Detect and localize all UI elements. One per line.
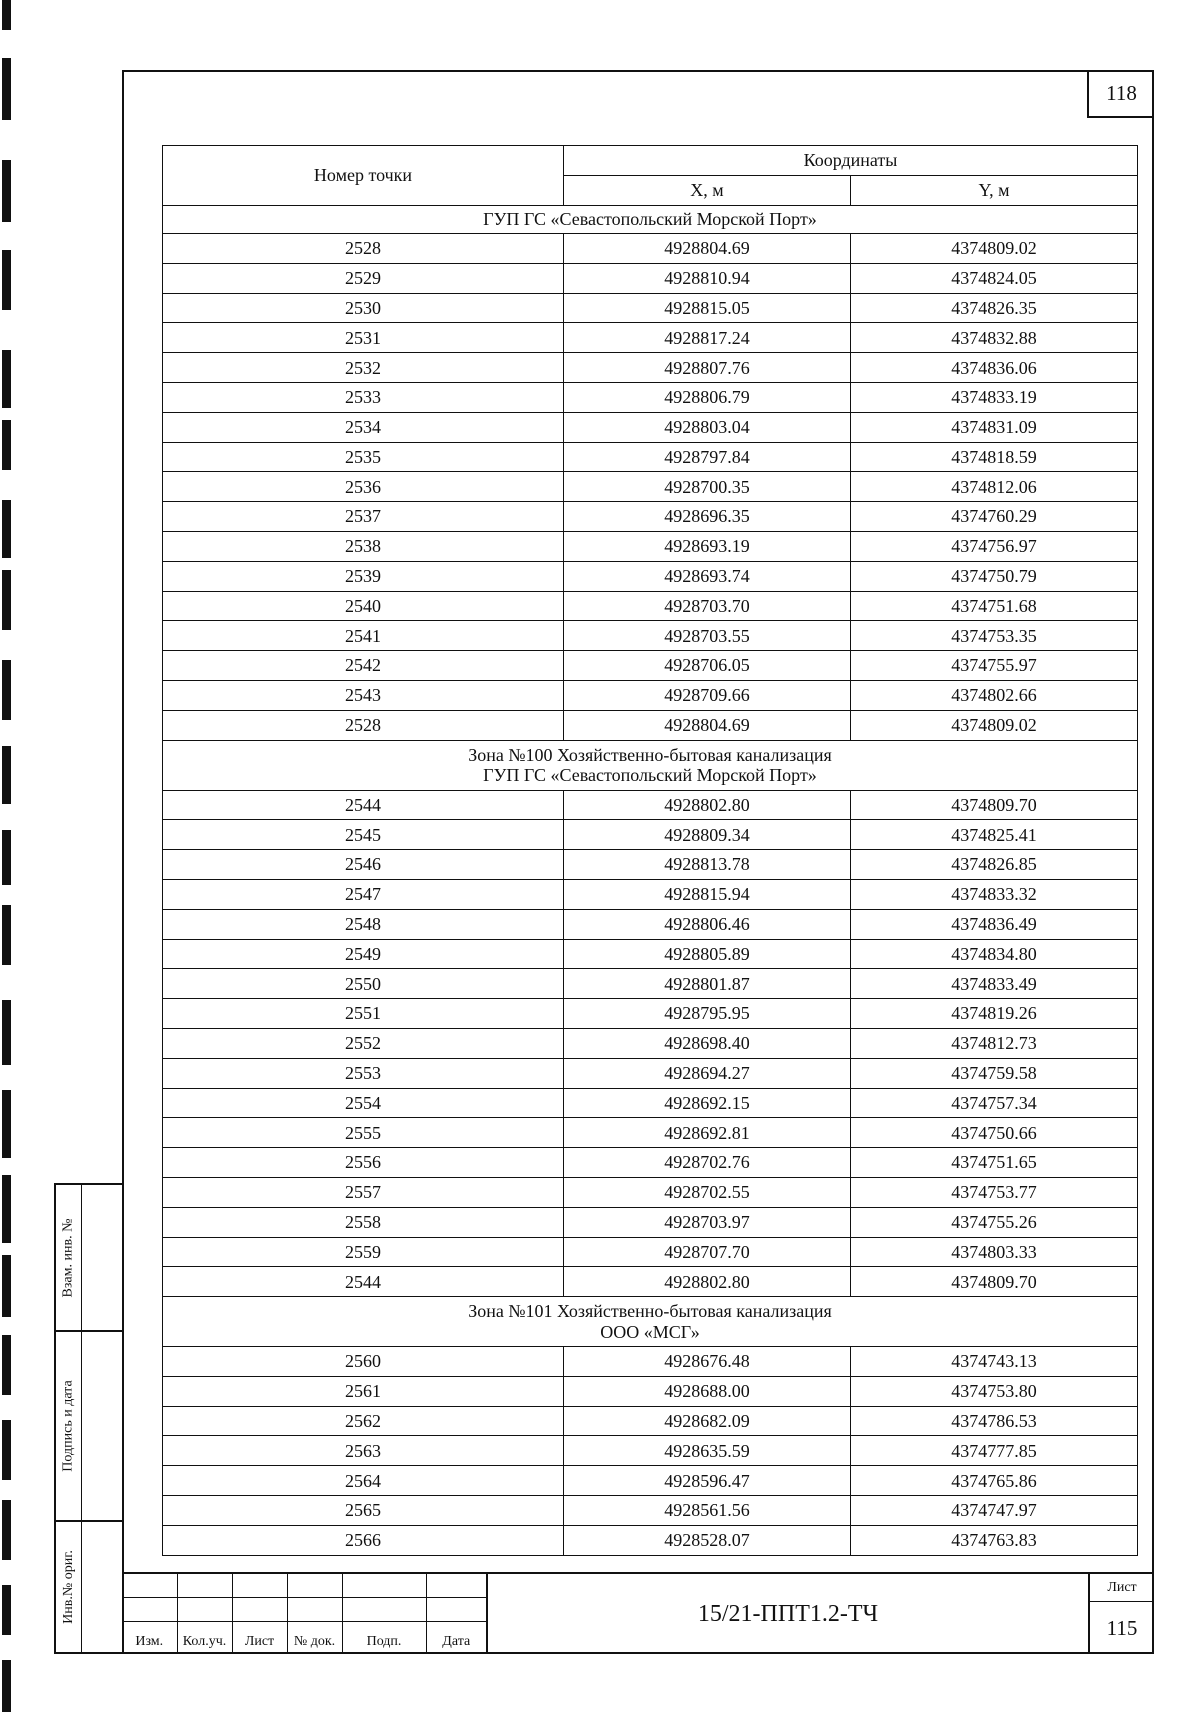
table-row [163,1148,1138,1178]
x-coordinate-cell: 4928807.76 [564,353,851,383]
side-stamp-label [56,1185,82,1330]
x-coordinate-cell: 4928635.59 [564,1436,851,1466]
section-title-line: ООО «МСГ» [600,1321,700,1342]
point-number-cell: 2537 [163,502,564,532]
table-row [163,1406,1138,1436]
page-top-number: 118 [1087,70,1154,118]
point-number-cell: 2534 [163,412,564,442]
y-coordinate-cell: 4374751.65 [851,1148,1138,1178]
table-row [163,909,1138,939]
section-title [163,740,1138,790]
y-coordinate-cell: 4374755.97 [851,651,1138,681]
y-coordinate-cell: 4374747.97 [851,1496,1138,1526]
table-row [163,323,1138,353]
binding-mark [2,570,11,630]
table-row [163,1207,1138,1237]
table-row [163,969,1138,999]
y-coordinate-cell: 4374812.06 [851,472,1138,502]
x-coordinate-cell: 4928801.87 [564,969,851,999]
x-coordinate-cell: 4928805.89 [564,939,851,969]
y-coordinate-cell: 4374803.33 [851,1237,1138,1267]
side-stamp-text: Подпись и дата [60,1380,76,1472]
section-title [163,206,1138,234]
y-coordinate-cell: 4374809.02 [851,710,1138,740]
y-coordinate-cell: 4374826.85 [851,850,1138,880]
point-number-cell: 2555 [163,1118,564,1148]
y-coordinate-cell: 4374833.19 [851,382,1138,412]
point-number-cell: 2558 [163,1207,564,1237]
point-number-cell: 2559 [163,1237,564,1267]
y-coordinate-cell: 4374809.70 [851,790,1138,820]
table-row [163,1237,1138,1267]
binding-mark [2,1500,11,1560]
y-coordinate-cell: 4374826.35 [851,293,1138,323]
section-header-row [163,1297,1138,1347]
tb-col-doc: № док. [287,1622,342,1654]
point-number-cell: 2540 [163,591,564,621]
y-coordinate-cell: 4374760.29 [851,502,1138,532]
section-title-line: ГУП ГС «Севастопольский Морской Порт» [483,765,817,786]
table-row [163,1267,1138,1297]
x-coordinate-cell: 4928702.55 [564,1177,851,1207]
binding-mark [2,250,11,310]
binding-mark [2,500,11,558]
y-coordinate-cell: 4374832.88 [851,323,1138,353]
x-coordinate-cell: 4928804.69 [564,710,851,740]
table-row [163,531,1138,561]
point-number-cell: 2550 [163,969,564,999]
point-number-cell: 2544 [163,1267,564,1297]
side-stamp-vzam [54,1183,122,1332]
table-row [163,382,1138,412]
x-coordinate-cell: 4928806.46 [564,909,851,939]
table-row [163,234,1138,264]
x-coordinate-cell: 4928703.97 [564,1207,851,1237]
side-stamp-label [56,1332,82,1520]
y-coordinate-cell: 4374750.66 [851,1118,1138,1148]
title-block-sheet [1088,1572,1154,1654]
point-number-cell: 2538 [163,531,564,561]
title-block-grid [122,1572,486,1654]
point-number-cell: 2541 [163,621,564,651]
x-coordinate-cell: 4928703.55 [564,621,851,651]
binding-mark [2,1255,11,1317]
table-row [163,502,1138,532]
binding-mark [2,1660,11,1712]
point-number-cell: 2554 [163,1088,564,1118]
point-number-cell: 2565 [163,1496,564,1526]
section-title [163,1297,1138,1347]
x-coordinate-cell: 4928694.27 [564,1058,851,1088]
point-number-cell: 2561 [163,1376,564,1406]
y-coordinate-cell: 4374825.41 [851,820,1138,850]
table-row [163,1118,1138,1148]
section-title-line: Зона №100 Хозяйственно-бытовая канализация [468,744,832,765]
x-coordinate-cell: 4928813.78 [564,850,851,880]
point-number-cell: 2546 [163,850,564,880]
tb-col-podp: Подп. [342,1622,426,1654]
point-number-cell: 2542 [163,651,564,681]
x-coordinate-cell: 4928706.05 [564,651,851,681]
y-coordinate-cell: 4374757.34 [851,1088,1138,1118]
table-row [163,1028,1138,1058]
y-coordinate-cell: 4374802.66 [851,680,1138,710]
y-coordinate-cell: 4374743.13 [851,1347,1138,1377]
y-coordinate-cell: 4374834.80 [851,939,1138,969]
x-coordinate-cell: 4928709.66 [564,680,851,710]
table-row [163,850,1138,880]
y-coordinate-cell: 4374756.97 [851,531,1138,561]
table-row [163,263,1138,293]
point-number-cell: 2556 [163,1148,564,1178]
y-coordinate-cell: 4374819.26 [851,999,1138,1029]
tb-col-koluch: Кол.уч. [177,1622,232,1654]
binding-mark [2,1420,11,1480]
x-coordinate-cell: 4928803.04 [564,412,851,442]
section-title-line: ГУП ГС «Севастопольский Морской Порт» [483,209,817,230]
x-coordinate-cell: 4928700.35 [564,472,851,502]
y-coordinate-cell: 4374777.85 [851,1436,1138,1466]
point-number-cell: 2532 [163,353,564,383]
point-number-cell: 2539 [163,561,564,591]
y-coordinate-cell: 4374809.70 [851,1267,1138,1297]
y-coordinate-cell: 4374753.77 [851,1177,1138,1207]
title-block-labels [122,1622,486,1654]
point-number-cell: 2566 [163,1525,564,1555]
point-number-cell: 2564 [163,1466,564,1496]
table-row [163,999,1138,1029]
table-row [163,1058,1138,1088]
binding-mark [2,160,11,222]
x-coordinate-cell: 4928693.19 [564,531,851,561]
y-coordinate-cell: 4374751.68 [851,591,1138,621]
binding-mark [2,1175,11,1243]
point-number-cell: 2528 [163,710,564,740]
document-code: 15/21-ППТ1.2-ТЧ [486,1572,1088,1654]
x-coordinate-cell: 4928696.35 [564,502,851,532]
tb-col-izm: Изм. [135,1634,164,1649]
x-coordinate-cell: 4928806.79 [564,382,851,412]
point-number-cell: 2557 [163,1177,564,1207]
x-coordinate-cell: 4928817.24 [564,323,851,353]
binding-mark [2,0,11,30]
x-coordinate-cell: 4928795.95 [564,999,851,1029]
table-row [163,621,1138,651]
x-coordinate-cell: 4928692.81 [564,1118,851,1148]
table-row [163,651,1138,681]
point-number-cell: 2535 [163,442,564,472]
y-coordinate-cell: 4374818.59 [851,442,1138,472]
side-stamp-podpis [54,1330,122,1522]
coordinates-table [162,145,1138,1556]
x-coordinate-cell: 4928802.80 [564,1267,851,1297]
x-coordinate-cell: 4928693.74 [564,561,851,591]
binding-mark [2,1335,11,1395]
table-row [163,680,1138,710]
x-coordinate-cell: 4928596.47 [564,1466,851,1496]
point-number-cell: 2562 [163,1406,564,1436]
table-row [163,879,1138,909]
y-coordinate-cell: 4374755.26 [851,1207,1138,1237]
point-number-cell: 2552 [163,1028,564,1058]
x-coordinate-cell: 4928698.40 [564,1028,851,1058]
table-row [163,412,1138,442]
x-coordinate-cell: 4928809.34 [564,820,851,850]
table-row [163,1525,1138,1555]
point-number-cell: 2560 [163,1347,564,1377]
table-row [163,1466,1138,1496]
binding-mark [2,1090,11,1158]
x-coordinate-cell: 4928802.80 [564,790,851,820]
table-row [163,442,1138,472]
x-coordinate-cell: 4928528.07 [564,1525,851,1555]
table-row [163,710,1138,740]
y-coordinate-cell: 4374831.09 [851,412,1138,442]
binding-mark [2,830,11,885]
point-number-cell: 2548 [163,909,564,939]
section-header-row [163,740,1138,790]
x-coordinate-cell: 4928804.69 [564,234,851,264]
point-number-cell: 2533 [163,382,564,412]
point-number-cell: 2544 [163,790,564,820]
x-coordinate-cell: 4928561.56 [564,1496,851,1526]
x-coordinate-cell: 4928707.70 [564,1237,851,1267]
point-number-cell: 2531 [163,323,564,353]
tb-col-list: Лист [232,1622,287,1654]
y-coordinate-cell: 4374833.32 [851,879,1138,909]
header-coordinates: Координаты [564,146,1138,176]
point-number-cell: 2543 [163,680,564,710]
x-coordinate-cell: 4928682.09 [564,1406,851,1436]
point-number-cell: 2545 [163,820,564,850]
y-coordinate-cell: 4374836.06 [851,353,1138,383]
table-row [163,1436,1138,1466]
y-coordinate-cell: 4374759.58 [851,1058,1138,1088]
binding-mark [2,1585,11,1635]
point-number-cell: 2553 [163,1058,564,1088]
point-number-cell: 2549 [163,939,564,969]
binding-mark [2,746,11,804]
table-row [163,472,1138,502]
table-row [163,561,1138,591]
side-stamp-label [56,1522,82,1652]
sheet-label: Лист [1090,1574,1154,1602]
binding-mark [2,58,11,120]
table-row [163,790,1138,820]
point-number-cell: 2551 [163,999,564,1029]
x-coordinate-cell: 4928692.15 [564,1088,851,1118]
coordinates-table-body [163,146,1138,1556]
x-coordinate-cell: 4928797.84 [564,442,851,472]
y-coordinate-cell: 4374824.05 [851,263,1138,293]
point-number-cell: 2536 [163,472,564,502]
table-row [163,939,1138,969]
x-coordinate-cell: 4928815.94 [564,879,851,909]
table-row [163,1177,1138,1207]
y-coordinate-cell: 4374765.86 [851,1466,1138,1496]
point-number-cell: 2530 [163,293,564,323]
y-coordinate-cell: 4374809.02 [851,234,1138,264]
table-row [163,591,1138,621]
section-title-line: Зона №101 Хозяйственно-бытовая канализация [468,1301,832,1322]
y-coordinate-cell: 4374836.49 [851,909,1138,939]
side-stamp-text: Взам. инв. № [60,1218,76,1297]
x-coordinate-cell: 4928688.00 [564,1376,851,1406]
table-row [163,293,1138,323]
binding-mark [2,905,11,965]
y-coordinate-cell: 4374833.49 [851,969,1138,999]
header-x: X, м [564,176,851,206]
y-coordinate-cell: 4374786.53 [851,1406,1138,1436]
x-coordinate-cell: 4928702.76 [564,1148,851,1178]
y-coordinate-cell: 4374763.83 [851,1525,1138,1555]
header-point-number: Номер точки [163,146,564,206]
table-header-row [163,146,1138,176]
y-coordinate-cell: 4374812.73 [851,1028,1138,1058]
table-row [163,1376,1138,1406]
title-block-row [122,1597,486,1621]
binding-mark [2,1000,11,1065]
section-header-row [163,206,1138,234]
title-block-row [122,1573,486,1597]
x-coordinate-cell: 4928676.48 [564,1347,851,1377]
x-coordinate-cell: 4928815.05 [564,293,851,323]
point-number-cell: 2547 [163,879,564,909]
table-row [163,1088,1138,1118]
x-coordinate-cell: 4928703.70 [564,591,851,621]
table-row [163,353,1138,383]
tb-col-data: Дата [426,1622,486,1654]
point-number-cell: 2528 [163,234,564,264]
binding-mark [2,420,11,470]
x-coordinate-cell: 4928810.94 [564,263,851,293]
sheet-number: 115 [1106,1615,1138,1640]
table-row [163,1496,1138,1526]
side-stamp-inv [54,1520,122,1654]
table-row [163,820,1138,850]
y-coordinate-cell: 4374750.79 [851,561,1138,591]
binding-mark [2,350,11,408]
point-number-cell: 2563 [163,1436,564,1466]
binding-mark [2,660,11,720]
table-row [163,1347,1138,1377]
point-number-cell: 2529 [163,263,564,293]
y-coordinate-cell: 4374753.35 [851,621,1138,651]
y-coordinate-cell: 4374753.80 [851,1376,1138,1406]
header-y: Y, м [851,176,1138,206]
side-stamp-text: Инв.№ ориг. [60,1550,76,1624]
